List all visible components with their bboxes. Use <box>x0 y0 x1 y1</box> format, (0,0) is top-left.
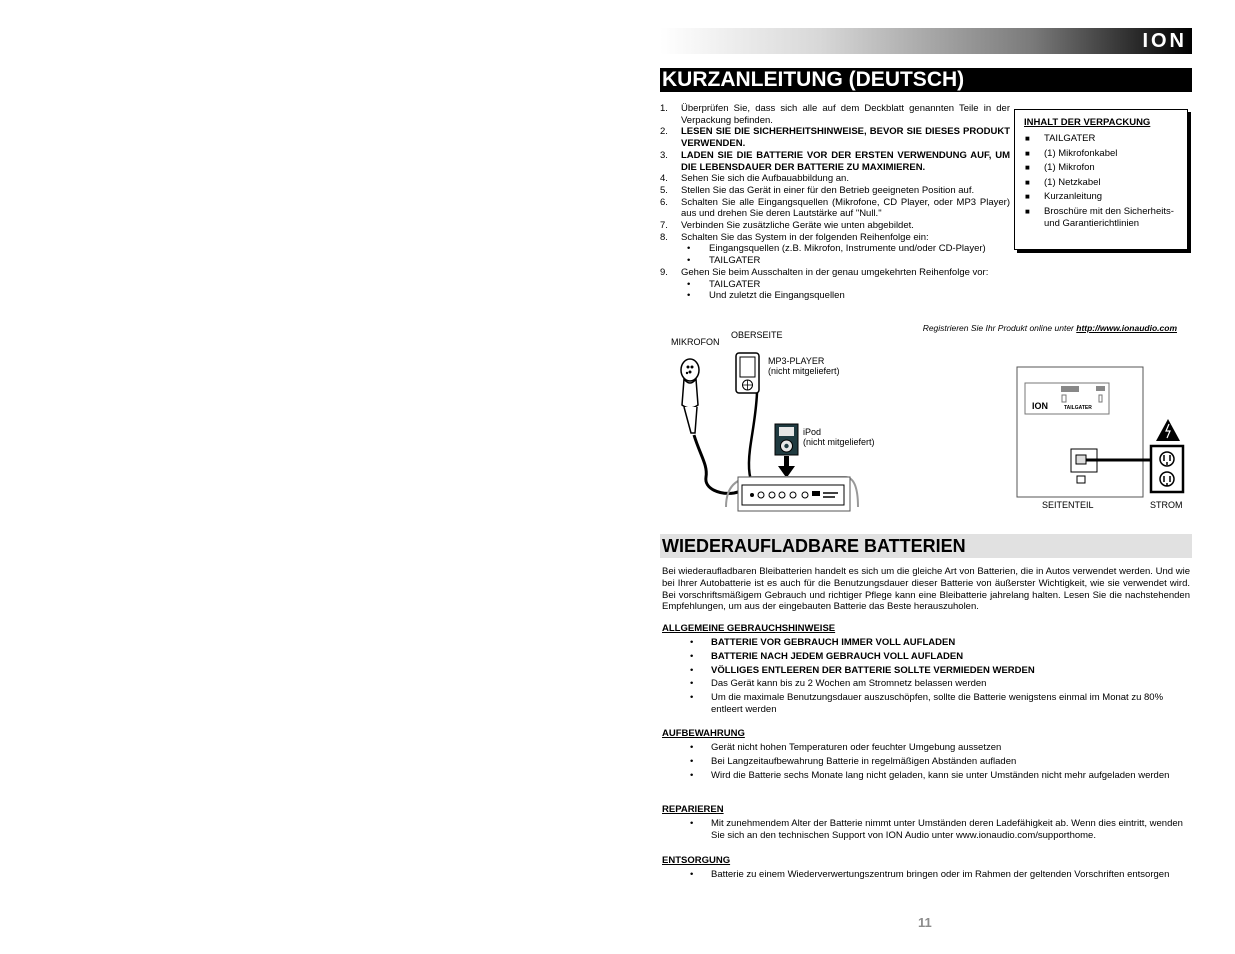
general-usage-list <box>690 637 1190 718</box>
general-usage-item: • BATTERIE VOR GEBRAUCH IMMER VOLL AUFLADEN <box>690 637 956 648</box>
general-usage-item: • Um die maximale Benutzungsdauer auszuschöpfen, sollte die Batterie wenigstens einmal im Monat zu 80% entleert werden <box>690 692 1164 715</box>
page-number: 11 <box>918 915 932 930</box>
label-seitenteil: SEITENTEIL <box>1042 500 1094 510</box>
label-ipod: iPod <box>803 427 822 437</box>
mp3-player-illustration <box>736 353 759 393</box>
warning-icon <box>1156 419 1180 441</box>
step-3: 3. LADEN SIE DIE BATTERIE VOR DER ERSTEN VERWENDUNG AUF, UM DIE LEBENSDAUER DER BATTERIE ZU MAXIMIEREN. <box>660 149 1010 173</box>
package-item: ■ Broschüre mit den Sicherheits- und Garantierichtlinien <box>1025 205 1174 229</box>
device-brand: ION <box>1032 401 1049 411</box>
ipod-illustration <box>775 424 798 455</box>
heading-repair: REPARIEREN <box>662 804 724 815</box>
step-7: 7. Verbinden Sie zusätzliche Geräte wie unten abgebildet. <box>660 220 914 232</box>
battery-intro-paragraph: Bei wiederaufladbaren Bleibatterien handelt es sich um die gleiche Art von Batterien, die in Autos verwendet werden. Und wie bei Ihrer Autobatterie ist es auch für die Benutzungsdauer dieser Batterie von äußerster Wichtigkeit, wie sie verwendet wird. Bei vorschriftsmäßigem Gebrauch und richtiger Pflege kann eine Bleibatterie jahrelang halten. Lesen Sie die nachstehenden Empfehlungen, um aus der eingebauten Batterie das Beste herauszuholen. <box>662 566 1190 613</box>
package-contents-title: INHALT DER VERPACKUNG <box>1024 117 1151 128</box>
package-contents-box <box>1014 109 1188 250</box>
step-8-sub-item: • Eingangsquellen (z.B. Mikrofon, Instrumente und/oder CD-Player) <box>687 243 986 255</box>
heading-general-usage: ALLGEMEINE GEBRAUCHSHINWEISE <box>662 623 836 634</box>
step-8: 8. Schalten Sie das System in der folgenden Reihenfolge ein: <box>660 231 929 243</box>
storage-item: • Bei Langzeitaufbewahrung Batterie in regelmäßigen Abständen aufladen <box>690 755 1017 767</box>
label-mikrofon: MIKROFON <box>671 337 720 347</box>
label-mp3-player: MP3-PLAYER <box>768 356 825 366</box>
step-9-sub-item: • Und zuletzt die Eingangsquellen <box>687 290 845 302</box>
package-item: ■ TAILGATER <box>1025 133 1096 144</box>
step-8-sub-item: • TAILGATER <box>687 255 761 267</box>
general-usage-item: • VÖLLIGES ENTLEEREN DER BATTERIE SOLLTE VERMIEDEN WERDEN <box>690 664 1035 676</box>
package-item: ■ (1) Mikrofonkabel <box>1025 147 1118 159</box>
step-6: 6. Schalten Sie alle Eingangsquellen (Mikrofone, CD Player, oder MP3 Player) aus und drehen Sie deren Lautstärke auf "Null." <box>660 196 1010 220</box>
header-gradient-bar <box>660 28 1192 54</box>
step-9-sub-item: • TAILGATER <box>687 278 761 290</box>
connection-diagram <box>660 345 1195 525</box>
label-oberseite: OBERSEITE <box>731 330 783 340</box>
device-name: TAILGATER <box>1064 405 1092 411</box>
storage-list <box>690 742 1190 783</box>
label-mp3-note: (nicht mitgeliefert) <box>768 366 840 376</box>
storage-item: • Gerät nicht hohen Temperaturen oder feuchter Umgebung aussetzen <box>690 742 1002 753</box>
general-usage-item: • Das Gerät kann bis zu 2 Wochen am Stromnetz belassen werden <box>690 678 987 690</box>
section-title-kurzanleitung: KURZANLEITUNG (DEUTSCH) <box>660 68 1192 92</box>
register-note: Registrieren Sie Ihr Produkt online unter http://www.ionaudio.com <box>922 323 1177 333</box>
tailgater-side-panel <box>1017 367 1143 497</box>
disposal-item: • Batterie zu einem Wiederverwertungszentrum bringen oder im Rahmen der geltenden Vorschriften entsorgen <box>690 869 1170 880</box>
step-5: 5. Stellen Sie das Gerät in einer für den Betrieb geeigneten Position auf. <box>660 184 975 196</box>
repair-list <box>690 818 1190 844</box>
package-item: ■ Kurzanleitung <box>1025 191 1103 203</box>
step-2: 2. LESEN SIE DIE SICHERHEITSHINWEISE, BEVOR SIE DIESES PRODUKT VERWENDEN. <box>660 126 1010 150</box>
power-outlet-icon <box>1151 446 1183 492</box>
package-item: ■ (1) Netzkabel <box>1025 176 1101 188</box>
mp3-cable <box>749 393 757 489</box>
register-link[interactable]: http://www.ionaudio.com <box>1076 323 1177 333</box>
step-4: 4. Sehen Sie sich die Aufbauabbildung an. <box>660 173 849 185</box>
label-strom: STROM <box>1150 500 1183 510</box>
step-1: 1. Überprüfen Sie, dass sich alle auf dem Deckblatt genannten Teile in der Verpackung befinden. <box>660 103 1010 126</box>
setup-steps-list <box>660 103 1010 302</box>
section-title-batterien: WIEDERAUFLADBARE BATTERIEN <box>660 534 1192 558</box>
repair-item: • Mit zunehmendem Alter der Batterie nimmt unter Umständen deren Ladefähigkeit ab. Wenn dies eintritt, wenden Sie sich an den technischen Support von ION Audio unter www.ionaudio.com/supporthome. <box>690 818 1183 841</box>
ion-logo: ION <box>1142 30 1187 52</box>
microphone-illustration <box>681 359 699 433</box>
disposal-list <box>690 869 1190 883</box>
storage-item: • Wird die Batterie sechs Monate lang nicht geladen, kann sie unter Umständen nicht mehr aufgeladen werden <box>690 769 1170 781</box>
general-usage-item: • BATTERIE NACH JEDEM GEBRAUCH VOLL AUFLADEN <box>690 650 964 662</box>
down-arrow-icon <box>778 456 795 478</box>
label-ipod-note: (nicht mitgeliefert) <box>803 437 875 447</box>
package-item: ■ (1) Mikrofon <box>1025 162 1095 174</box>
heading-storage: AUFBEWAHRUNG <box>662 728 745 739</box>
heading-disposal: ENTSORGUNG <box>662 855 731 866</box>
tailgater-top-panel <box>726 477 858 511</box>
step-9: 9. Gehen Sie beim Ausschalten in der genau umgekehrten Reihenfolge vor: <box>660 266 989 278</box>
